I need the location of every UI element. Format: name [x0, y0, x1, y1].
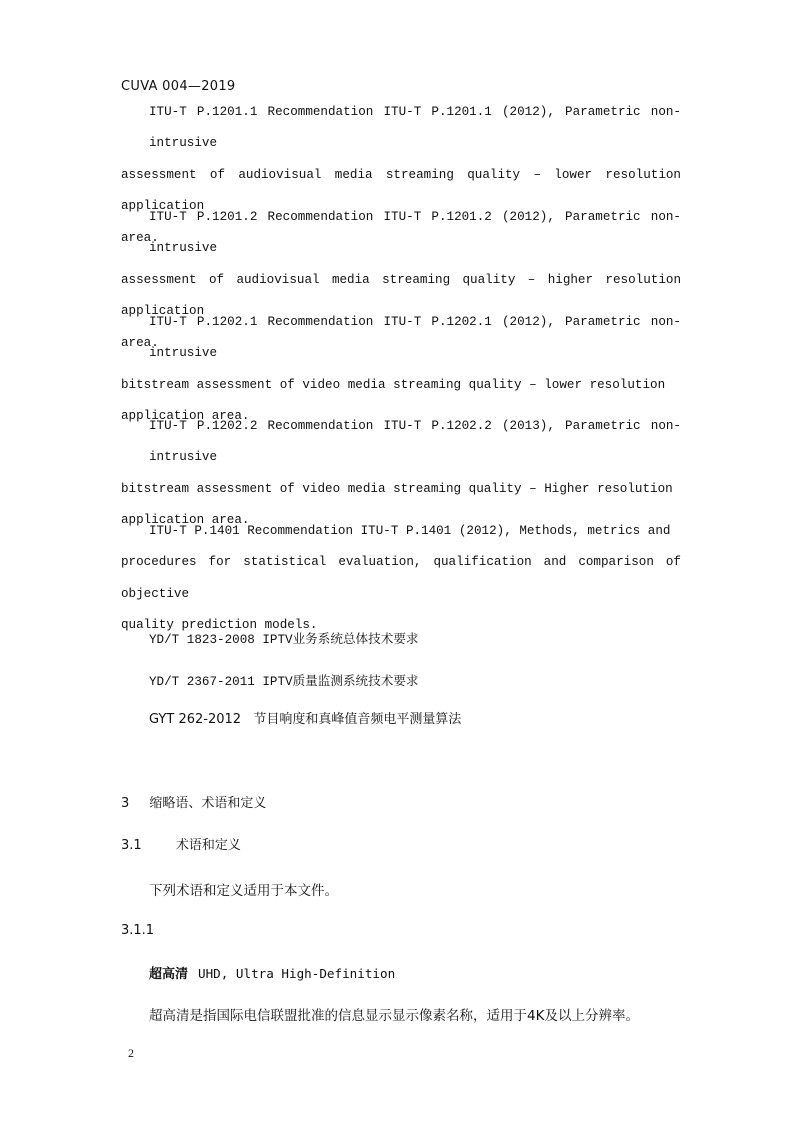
- term-en: UHD, Ultra High-Definition: [198, 966, 396, 981]
- reference-line: application area.: [121, 409, 250, 424]
- standard-yd-t-1823: YD/T 1823-2008 IPTV业务系统总体技术要求: [149, 633, 419, 647]
- reference-line: area.: [121, 335, 159, 350]
- standard-yd-t-2367: YD/T 2367-2011 IPTV质量监测系统技术要求: [149, 675, 419, 689]
- section-number: 3: [121, 796, 130, 811]
- reference-line: application area.: [121, 513, 250, 528]
- reference-line: bitstream assessment of video media streaming quality – Higher resolution: [121, 481, 673, 496]
- section-3-1-heading: [121, 834, 241, 853]
- reference-line: ITU-T P.1401 Recommendation ITU-T P.1401 (2012), Methods, metrics and: [149, 524, 671, 538]
- page-number: 2: [128, 1046, 134, 1060]
- section-intro-text: 下列术语和定义适用于本文件。: [149, 883, 338, 899]
- reference-line: quality prediction models.: [121, 618, 318, 633]
- reference-line: assessment of audiovisual media streaming quality – higher resolution application: [121, 272, 681, 319]
- reference-line: procedures for statistical evaluation, qualification and comparison of objective: [121, 555, 681, 601]
- reference-line: bitstream assessment of video media streaming quality – lower resolution: [121, 377, 666, 392]
- term-zh: 超高清: [149, 967, 189, 982]
- section-3-heading: [121, 792, 266, 811]
- section-number: 3.1: [121, 838, 142, 853]
- section-3-1-1-number: 3.1.1: [121, 923, 155, 938]
- reference-line: ITU-T P.1202.2 Recommendation ITU-T P.1202.2 (2013), Parametric non-intrusive: [149, 419, 681, 465]
- term-definition: 超高清是指国际电信联盟批准的信息显示显示像素名称，适用于4K及以上分辨率。: [149, 1008, 639, 1024]
- reference-line: area.: [121, 230, 159, 245]
- section-title: 缩略语、术语和定义: [149, 796, 267, 811]
- reference-line: ITU-T P.1201.1 Recommendation ITU-T P.1201.1 (2012), Parametric non-intrusive: [149, 105, 681, 151]
- reference-line: ITU-T P.1202.1 Recommendation ITU-T P.1202.1 (2012), Parametric non-intrusive: [149, 315, 681, 361]
- standard-gyt-262: GYT 262-2012 节目响度和真峰值音频电平测量算法: [149, 712, 462, 727]
- section-title: 术语和定义: [175, 838, 241, 853]
- document-header-id: CUVA 004—2019: [121, 79, 236, 94]
- reference-line: ITU-T P.1201.2 Recommendation ITU-T P.1201.2 (2012), Parametric non-intrusive: [149, 210, 681, 256]
- term-heading: [149, 963, 395, 982]
- reference-line: assessment of audiovisual media streaming quality – lower resolution application: [121, 167, 681, 214]
- reference-p1401: [121, 516, 681, 642]
